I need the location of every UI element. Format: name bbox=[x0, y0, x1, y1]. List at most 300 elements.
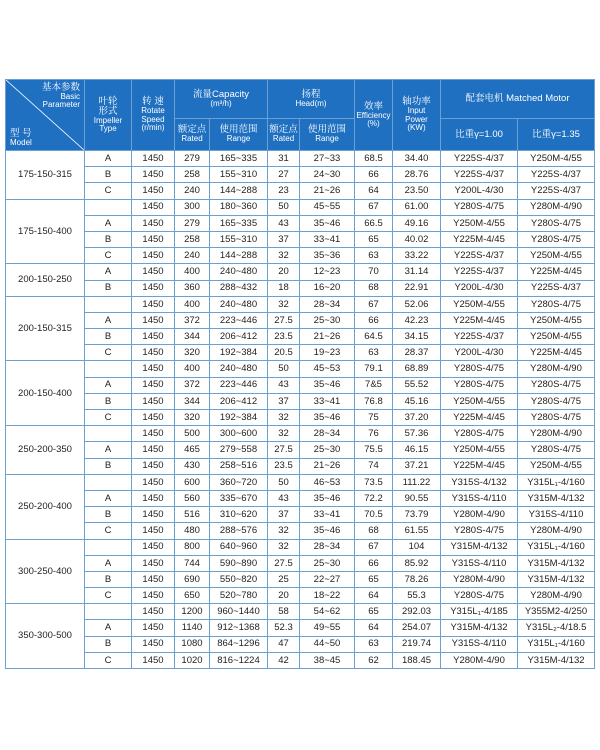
capacity-range-cell: 335~670 bbox=[210, 490, 268, 506]
capacity-range-cell: 144~288 bbox=[210, 183, 268, 199]
capacity-range-cell: 640~960 bbox=[210, 539, 268, 555]
head-range-cell: 46~53 bbox=[300, 474, 355, 490]
motor-sg100-cell: Y280S-4/75 bbox=[441, 377, 518, 393]
capacity-rated-cell: 690 bbox=[175, 571, 210, 587]
input-power-cell: 34.40 bbox=[393, 151, 441, 167]
rotate-speed-cell: 1450 bbox=[132, 410, 175, 426]
param-model-header bbox=[6, 80, 85, 151]
head-range-cell: 24~30 bbox=[300, 167, 355, 183]
efficiency-cell: 67 bbox=[355, 539, 393, 555]
head-rated-cell: 43 bbox=[268, 377, 300, 393]
input-power-cell: 85.92 bbox=[393, 555, 441, 571]
head-range-cell: 25~30 bbox=[300, 555, 355, 571]
motor-sg100-cell: Y250M-4/55 bbox=[441, 393, 518, 409]
capacity-range-cell: 550~820 bbox=[210, 571, 268, 587]
motor-sg135-cell: Y280M-4/90 bbox=[518, 523, 595, 539]
table-row bbox=[6, 620, 595, 636]
efficiency-cell: 76.8 bbox=[355, 393, 393, 409]
rotate-speed-cell: 1450 bbox=[132, 604, 175, 620]
capacity-range-cell: 155~310 bbox=[210, 167, 268, 183]
capacity-range-cell: 223~446 bbox=[210, 377, 268, 393]
capacity-rated-cell: 1020 bbox=[175, 652, 210, 668]
head-range-cell: 35~46 bbox=[300, 410, 355, 426]
capacity-range-cell: 192~384 bbox=[210, 410, 268, 426]
impeller-type-cell: C bbox=[85, 345, 132, 361]
motor-sg135-cell: Y315S-4/110 bbox=[518, 507, 595, 523]
head-range-cell: 33~41 bbox=[300, 507, 355, 523]
impeller-type-cell: B bbox=[85, 636, 132, 652]
motor-sg100-cell: Y225M-4/45 bbox=[441, 231, 518, 247]
model-cell: 175-150-315 bbox=[6, 151, 85, 200]
motor-sg100-cell: Y280M-4/90 bbox=[441, 507, 518, 523]
table-row bbox=[6, 474, 595, 490]
efficiency-cell: 64 bbox=[355, 183, 393, 199]
head-range-cell: 33~41 bbox=[300, 393, 355, 409]
motor-sg100-cell: Y315L₁-4/185 bbox=[441, 604, 518, 620]
input-power-cell: 292.03 bbox=[393, 604, 441, 620]
param-en2: Parameter bbox=[42, 100, 80, 110]
head-rated-cell: 43 bbox=[268, 490, 300, 506]
motor-sg100-cell: Y225M-4/45 bbox=[441, 458, 518, 474]
motor-sg100-cell: Y280S-4/75 bbox=[441, 588, 518, 604]
motor-sg100-cell: Y315S-4/110 bbox=[441, 636, 518, 652]
efficiency-cell: 64 bbox=[355, 620, 393, 636]
impeller-type-cell bbox=[85, 361, 132, 377]
table-row bbox=[6, 167, 595, 183]
capacity-rated-cell: 465 bbox=[175, 442, 210, 458]
capacity-rated-cell: 1200 bbox=[175, 604, 210, 620]
head-rated-cell: 52.3 bbox=[268, 620, 300, 636]
motor-sg100-cell: Y280S-4/75 bbox=[441, 199, 518, 215]
input-power-cell: 254.07 bbox=[393, 620, 441, 636]
table-row bbox=[6, 329, 595, 345]
capacity-rated-cell: 400 bbox=[175, 296, 210, 312]
impeller-type-cell: B bbox=[85, 280, 132, 296]
efficiency-cell: 66 bbox=[355, 167, 393, 183]
input-power-cell: 188.45 bbox=[393, 652, 441, 668]
table-row bbox=[6, 588, 595, 604]
motor-sg135-cell: Y250M-4/55 bbox=[518, 312, 595, 328]
rotate-speed-cell: 1450 bbox=[132, 588, 175, 604]
head-rated-cell: 32 bbox=[268, 248, 300, 264]
capacity-rated-cell: 258 bbox=[175, 167, 210, 183]
rotate-speed-cell: 1450 bbox=[132, 490, 175, 506]
capacity-rated-cell: 516 bbox=[175, 507, 210, 523]
capacity-header: 流量Capacity (m³/h) bbox=[175, 80, 268, 119]
efficiency-cell: 67 bbox=[355, 199, 393, 215]
motor-sg135-cell: Y280M-4/90 bbox=[518, 588, 595, 604]
input-power-cell: 46.15 bbox=[393, 442, 441, 458]
impeller-type-cell: A bbox=[85, 377, 132, 393]
capacity-rated-cell: 400 bbox=[175, 264, 210, 280]
efficiency-header: 效率 Efficiency (%) bbox=[355, 80, 393, 151]
model-cell: 250-200-350 bbox=[6, 426, 85, 475]
motor-sg100-cell: Y280S-4/75 bbox=[441, 361, 518, 377]
impeller-type-cell: A bbox=[85, 620, 132, 636]
motor-sg135-cell: Y225S-4/37 bbox=[518, 167, 595, 183]
head-range-cell: 12~23 bbox=[300, 264, 355, 280]
efficiency-cell: 74 bbox=[355, 458, 393, 474]
head-rated-cell: 27.5 bbox=[268, 442, 300, 458]
capacity-range-cell: 144~288 bbox=[210, 248, 268, 264]
table-row bbox=[6, 636, 595, 652]
head-range-cell: 35~36 bbox=[300, 248, 355, 264]
rotate-speed-cell: 1450 bbox=[132, 507, 175, 523]
head-rated-cell: 32 bbox=[268, 523, 300, 539]
efficiency-cell: 64 bbox=[355, 588, 393, 604]
table-header bbox=[6, 80, 595, 151]
capacity-rated-cell: 344 bbox=[175, 393, 210, 409]
motor-sg135-cell: Y250M-4/55 bbox=[518, 329, 595, 345]
motor-sg100-cell: Y315S-4/132 bbox=[441, 474, 518, 490]
head-header: 扬程 Head(m) bbox=[268, 80, 355, 119]
input-power-cell: 40.02 bbox=[393, 231, 441, 247]
motor-sg135-cell: Y280M-4/90 bbox=[518, 426, 595, 442]
input-power-cell: 45.16 bbox=[393, 393, 441, 409]
input-power-cell: 55.52 bbox=[393, 377, 441, 393]
head-range-cell: 38~45 bbox=[300, 652, 355, 668]
motor-sg100-header: 比重γ=1.00 bbox=[441, 119, 518, 151]
motor-sg100-cell: Y200L-4/30 bbox=[441, 280, 518, 296]
rotate-speed-cell: 1450 bbox=[132, 312, 175, 328]
impeller-type-cell: B bbox=[85, 571, 132, 587]
impeller-type-cell: B bbox=[85, 458, 132, 474]
input-power-cell: 22.91 bbox=[393, 280, 441, 296]
table-row bbox=[6, 248, 595, 264]
input-power-cell: 33.22 bbox=[393, 248, 441, 264]
rotate-speed-cell: 1450 bbox=[132, 620, 175, 636]
rotate-speed-cell: 1450 bbox=[132, 183, 175, 199]
head-range-cell: 21~26 bbox=[300, 183, 355, 199]
head-range-cell: 21~26 bbox=[300, 458, 355, 474]
impeller-type-cell: A bbox=[85, 555, 132, 571]
efficiency-cell: 73.5 bbox=[355, 474, 393, 490]
table-row bbox=[6, 345, 595, 361]
head-range-cell: 28~34 bbox=[300, 539, 355, 555]
motor-sg135-cell: Y250M-4/55 bbox=[518, 151, 595, 167]
impeller-type-cell: B bbox=[85, 393, 132, 409]
capacity-range-cell: 310~620 bbox=[210, 507, 268, 523]
capacity-rated-cell: 744 bbox=[175, 555, 210, 571]
head-rated-cell: 50 bbox=[268, 199, 300, 215]
head-rated-cell: 32 bbox=[268, 426, 300, 442]
motor-sg135-cell: Y315L₁-4/160 bbox=[518, 636, 595, 652]
head-rated-cell: 20.5 bbox=[268, 345, 300, 361]
motor-sg135-cell: Y280M-4/90 bbox=[518, 361, 595, 377]
capacity-rated-cell: 240 bbox=[175, 183, 210, 199]
head-rated-cell: 27 bbox=[268, 167, 300, 183]
table-row bbox=[6, 523, 595, 539]
head-rated-cell: 37 bbox=[268, 231, 300, 247]
table-row bbox=[6, 410, 595, 426]
motor-sg135-cell: Y280S-4/75 bbox=[518, 215, 595, 231]
head-rated-cell: 23.5 bbox=[268, 458, 300, 474]
motor-sg100-cell: Y315S-4/110 bbox=[441, 555, 518, 571]
head-range-cell: 25~30 bbox=[300, 312, 355, 328]
rotate-speed-cell: 1450 bbox=[132, 167, 175, 183]
motor-sg100-cell: Y225S-4/37 bbox=[441, 329, 518, 345]
impeller-type-cell: C bbox=[85, 523, 132, 539]
impeller-type-cell: A bbox=[85, 264, 132, 280]
capacity-range-cell: 155~310 bbox=[210, 231, 268, 247]
head-range-cell: 45~53 bbox=[300, 361, 355, 377]
efficiency-cell: 70.5 bbox=[355, 507, 393, 523]
efficiency-cell: 63 bbox=[355, 636, 393, 652]
table-row bbox=[6, 280, 595, 296]
input-power-cell: 49.16 bbox=[393, 215, 441, 231]
impeller-type-cell bbox=[85, 199, 132, 215]
head-range-cell: 45~55 bbox=[300, 199, 355, 215]
motor-sg135-cell: Y280S-4/75 bbox=[518, 377, 595, 393]
head-range-cell: 35~46 bbox=[300, 523, 355, 539]
head-range-cell: 35~46 bbox=[300, 490, 355, 506]
capacity-rated-cell: 279 bbox=[175, 215, 210, 231]
efficiency-cell: 63 bbox=[355, 248, 393, 264]
input-power-cell: 31.14 bbox=[393, 264, 441, 280]
capacity-range-cell: 165~335 bbox=[210, 215, 268, 231]
motor-sg135-cell: Y250M-4/55 bbox=[518, 248, 595, 264]
impeller-type-cell: C bbox=[85, 588, 132, 604]
capacity-range-cell: 816~1224 bbox=[210, 652, 268, 668]
head-rated-cell: 58 bbox=[268, 604, 300, 620]
motor-sg100-cell: Y280S-4/75 bbox=[441, 523, 518, 539]
impeller-type-cell bbox=[85, 474, 132, 490]
head-range-cell: 54~62 bbox=[300, 604, 355, 620]
motor-sg100-cell: Y225M-4/45 bbox=[441, 312, 518, 328]
motor-sg135-cell: Y315L₂-4/18.5 bbox=[518, 620, 595, 636]
impeller-type-cell: C bbox=[85, 183, 132, 199]
efficiency-cell: 68 bbox=[355, 280, 393, 296]
model-cell: 200-150-315 bbox=[6, 296, 85, 361]
table-row bbox=[6, 458, 595, 474]
efficiency-cell: 62 bbox=[355, 652, 393, 668]
table-row bbox=[6, 539, 595, 555]
head-rated-cell: 31 bbox=[268, 151, 300, 167]
head-range-cell: 35~46 bbox=[300, 215, 355, 231]
head-range-cell: 28~34 bbox=[300, 296, 355, 312]
rotate-speed-cell: 1450 bbox=[132, 296, 175, 312]
input-power-cell: 42.23 bbox=[393, 312, 441, 328]
impeller-type-cell: A bbox=[85, 215, 132, 231]
capacity-rated-cell: 258 bbox=[175, 231, 210, 247]
motor-sg100-cell: Y225S-4/37 bbox=[441, 248, 518, 264]
table-row bbox=[6, 507, 595, 523]
table-row bbox=[6, 652, 595, 668]
rotate-speed-cell: 1450 bbox=[132, 652, 175, 668]
table-row bbox=[6, 215, 595, 231]
head-range-cell: 27~33 bbox=[300, 151, 355, 167]
motor-sg135-cell: Y225M-4/45 bbox=[518, 345, 595, 361]
head-range-cell: 28~34 bbox=[300, 426, 355, 442]
impeller-type-cell: A bbox=[85, 151, 132, 167]
capacity-rated-cell: 1140 bbox=[175, 620, 210, 636]
capacity-range-cell: 240~480 bbox=[210, 296, 268, 312]
capacity-rated-cell: 400 bbox=[175, 361, 210, 377]
efficiency-cell: 65 bbox=[355, 571, 393, 587]
speed-header: 转 速 Rotate Speed (r/min) bbox=[132, 80, 175, 151]
input-power-cell: 52.06 bbox=[393, 296, 441, 312]
efficiency-cell: 7&5 bbox=[355, 377, 393, 393]
motor-sg135-cell: Y225S-4/37 bbox=[518, 183, 595, 199]
head-rated-cell: 27.5 bbox=[268, 555, 300, 571]
rotate-speed-cell: 1450 bbox=[132, 636, 175, 652]
input-power-cell: 219.74 bbox=[393, 636, 441, 652]
head-rated-cell: 37 bbox=[268, 393, 300, 409]
motor-sg135-cell: Y225S-4/37 bbox=[518, 280, 595, 296]
rotate-speed-cell: 1450 bbox=[132, 199, 175, 215]
head-range-cell: 19~23 bbox=[300, 345, 355, 361]
head-rated-cell: 42 bbox=[268, 652, 300, 668]
capacity-range-cell: 206~412 bbox=[210, 329, 268, 345]
head-rated-cell: 32 bbox=[268, 410, 300, 426]
efficiency-cell: 75 bbox=[355, 410, 393, 426]
input-power-cell: 57.36 bbox=[393, 426, 441, 442]
capacity-range-cell: 192~384 bbox=[210, 345, 268, 361]
table-row bbox=[6, 604, 595, 620]
table-row bbox=[6, 151, 595, 167]
capacity-range-cell: 223~446 bbox=[210, 312, 268, 328]
impeller-type-cell bbox=[85, 296, 132, 312]
capacity-range-cell: 180~360 bbox=[210, 199, 268, 215]
table-body bbox=[6, 151, 595, 669]
motor-sg135-cell: Y280S-4/75 bbox=[518, 393, 595, 409]
motor-sg135-cell: Y315M-4/132 bbox=[518, 652, 595, 668]
capacity-range-cell: 279~558 bbox=[210, 442, 268, 458]
efficiency-cell: 65 bbox=[355, 604, 393, 620]
capacity-rated-cell: 430 bbox=[175, 458, 210, 474]
table-row bbox=[6, 393, 595, 409]
head-rated-cell: 27.5 bbox=[268, 312, 300, 328]
capacity-rated-cell: 800 bbox=[175, 539, 210, 555]
motor-header: 配套电机 Matched Motor bbox=[441, 80, 595, 119]
model-cell: 175-150-400 bbox=[6, 199, 85, 264]
table-row bbox=[6, 264, 595, 280]
table-row bbox=[6, 231, 595, 247]
motor-sg135-cell: Y280S-4/75 bbox=[518, 442, 595, 458]
rotate-speed-cell: 1450 bbox=[132, 345, 175, 361]
efficiency-cell: 68.5 bbox=[355, 151, 393, 167]
head-rated-cell: 20 bbox=[268, 264, 300, 280]
motor-sg100-cell: Y280M-4/90 bbox=[441, 571, 518, 587]
efficiency-cell: 70 bbox=[355, 264, 393, 280]
input-power-cell: 28.37 bbox=[393, 345, 441, 361]
table-row bbox=[6, 312, 595, 328]
rotate-speed-cell: 1450 bbox=[132, 539, 175, 555]
motor-sg100-cell: Y250M-4/55 bbox=[441, 296, 518, 312]
head-range-cell: 21~26 bbox=[300, 329, 355, 345]
head-range-cell: 49~55 bbox=[300, 620, 355, 636]
capacity-rated-cell: 279 bbox=[175, 151, 210, 167]
impeller-type-cell: A bbox=[85, 312, 132, 328]
head-rated-header: 额定点 Rated bbox=[268, 119, 300, 151]
model-cell: 250-200-400 bbox=[6, 474, 85, 539]
head-range-cell: 18~22 bbox=[300, 588, 355, 604]
table-row bbox=[6, 199, 595, 215]
head-range-cell: 25~30 bbox=[300, 442, 355, 458]
capacity-rated-cell: 372 bbox=[175, 312, 210, 328]
motor-sg100-cell: Y315M-4/132 bbox=[441, 620, 518, 636]
motor-sg135-cell: Y315M-4/132 bbox=[518, 555, 595, 571]
head-range-cell: 33~41 bbox=[300, 231, 355, 247]
motor-sg100-cell: Y250M-4/55 bbox=[441, 442, 518, 458]
motor-sg135-cell: Y355M2-4/250 bbox=[518, 604, 595, 620]
rotate-speed-cell: 1450 bbox=[132, 231, 175, 247]
rotate-speed-cell: 1450 bbox=[132, 377, 175, 393]
efficiency-cell: 63 bbox=[355, 345, 393, 361]
rotate-speed-cell: 1450 bbox=[132, 474, 175, 490]
capacity-rated-cell: 344 bbox=[175, 329, 210, 345]
rotate-speed-cell: 1450 bbox=[132, 248, 175, 264]
power-header: 轴功率 Input Power (KW) bbox=[393, 80, 441, 151]
efficiency-cell: 68 bbox=[355, 523, 393, 539]
capacity-rated-cell: 600 bbox=[175, 474, 210, 490]
input-power-cell: 37.21 bbox=[393, 458, 441, 474]
motor-sg100-cell: Y225S-4/37 bbox=[441, 167, 518, 183]
head-rated-cell: 32 bbox=[268, 296, 300, 312]
motor-sg100-cell: Y200L-4/30 bbox=[441, 345, 518, 361]
input-power-cell: 37.20 bbox=[393, 410, 441, 426]
input-power-cell: 28.76 bbox=[393, 167, 441, 183]
rotate-speed-cell: 1450 bbox=[132, 361, 175, 377]
model-zh: 型 号 bbox=[10, 127, 32, 139]
motor-sg135-cell: Y280S-4/75 bbox=[518, 231, 595, 247]
table-row bbox=[6, 183, 595, 199]
capacity-rated-cell: 240 bbox=[175, 248, 210, 264]
rotate-speed-cell: 1450 bbox=[132, 458, 175, 474]
capacity-rated-cell: 372 bbox=[175, 377, 210, 393]
head-range-header: 使用范围 Range bbox=[300, 119, 355, 151]
efficiency-cell: 64.5 bbox=[355, 329, 393, 345]
impeller-type-cell: A bbox=[85, 442, 132, 458]
motor-sg135-cell: Y280S-4/75 bbox=[518, 296, 595, 312]
motor-sg135-cell: Y315L₁-4/160 bbox=[518, 474, 595, 490]
motor-sg100-cell: Y280M-4/90 bbox=[441, 652, 518, 668]
efficiency-cell: 66.5 bbox=[355, 215, 393, 231]
capacity-range-header: 使用范围 Range bbox=[210, 119, 268, 151]
pump-spec-table-wrapper bbox=[5, 79, 594, 669]
motor-sg135-cell: Y315M-4/132 bbox=[518, 490, 595, 506]
capacity-range-cell: 206~412 bbox=[210, 393, 268, 409]
capacity-range-cell: 240~480 bbox=[210, 264, 268, 280]
model-cell: 300-250-400 bbox=[6, 539, 85, 604]
motor-sg135-cell: Y250M-4/55 bbox=[518, 458, 595, 474]
head-rated-cell: 23 bbox=[268, 183, 300, 199]
impeller-type-cell bbox=[85, 539, 132, 555]
impeller-type-cell bbox=[85, 604, 132, 620]
input-power-cell: 111.22 bbox=[393, 474, 441, 490]
rotate-speed-cell: 1450 bbox=[132, 329, 175, 345]
head-rated-cell: 23.5 bbox=[268, 329, 300, 345]
input-power-cell: 23.50 bbox=[393, 183, 441, 199]
rotate-speed-cell: 1450 bbox=[132, 393, 175, 409]
motor-sg135-header: 比重γ=1.35 bbox=[518, 119, 595, 151]
impeller-type-cell: B bbox=[85, 167, 132, 183]
impeller-type-cell: B bbox=[85, 231, 132, 247]
model-en: Model bbox=[10, 137, 32, 147]
model-cell: 200-150-400 bbox=[6, 361, 85, 426]
head-rated-cell: 20 bbox=[268, 588, 300, 604]
pump-spec-table bbox=[5, 79, 595, 669]
motor-sg100-cell: Y225M-4/45 bbox=[441, 410, 518, 426]
capacity-rated-cell: 1080 bbox=[175, 636, 210, 652]
rotate-speed-cell: 1450 bbox=[132, 523, 175, 539]
capacity-rated-cell: 320 bbox=[175, 345, 210, 361]
table-row bbox=[6, 377, 595, 393]
head-rated-cell: 47 bbox=[268, 636, 300, 652]
rotate-speed-cell: 1450 bbox=[132, 151, 175, 167]
rotate-speed-cell: 1450 bbox=[132, 571, 175, 587]
input-power-cell: 61.00 bbox=[393, 199, 441, 215]
